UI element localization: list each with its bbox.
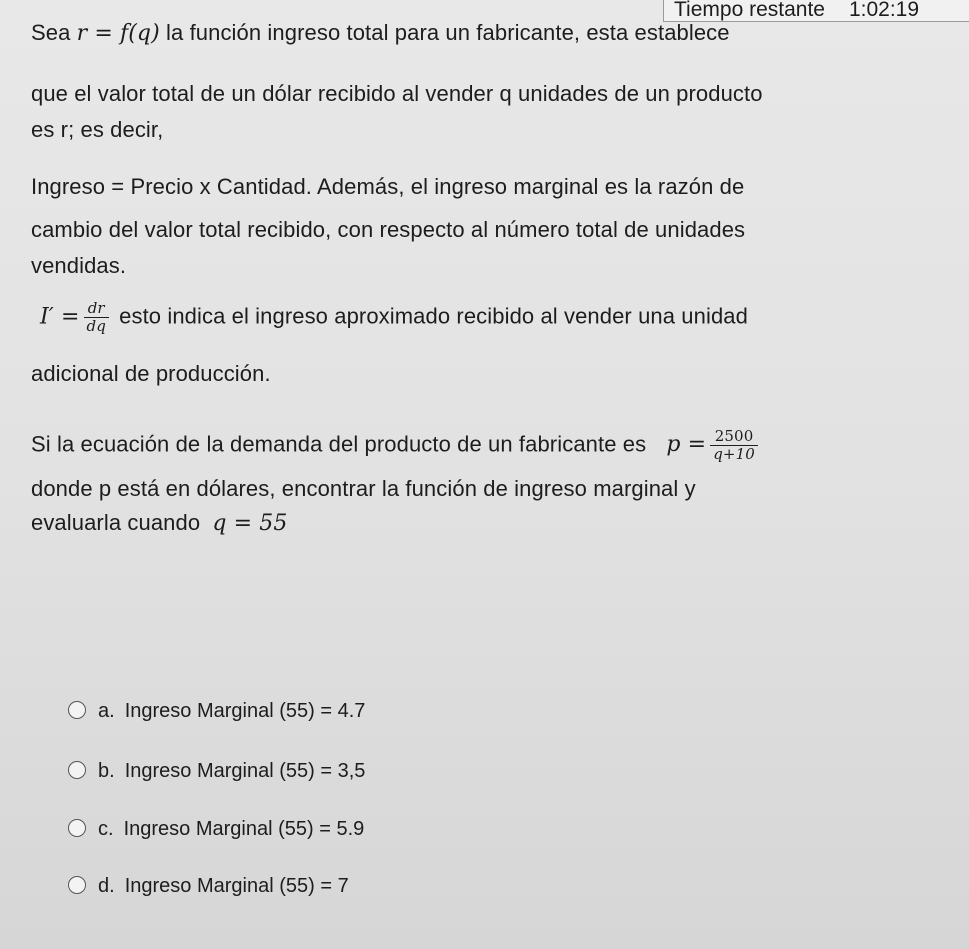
math-p-equals: p = (666, 432, 707, 458)
fraction-numerator: 2500 (710, 428, 758, 446)
question-line-5: cambio del valor total recibido, con respecto al número total de unidades (31, 217, 746, 242)
fraction-denominator: dq (86, 317, 106, 335)
time-remaining (663, 0, 969, 22)
option-a[interactable] (68, 700, 365, 723)
fraction-denominator: q+10 (713, 445, 755, 463)
time-remaining-label: Tiempo restante (674, 0, 825, 21)
fraction-numerator: dr (84, 300, 109, 318)
option-letter: c. (98, 818, 114, 840)
option-text: Ingreso Marginal (55) = 4.7 (124, 700, 366, 722)
radio-option-d[interactable] (68, 876, 86, 894)
radio-option-a[interactable] (68, 701, 86, 719)
option-text: Ingreso Marginal (55) = 3,5 (124, 760, 366, 782)
question-line-8: adicional de producción. (31, 361, 271, 386)
math-q-equals-55: q = 55 (212, 511, 288, 536)
question-line-6: vendidas. (31, 253, 127, 278)
time-remaining-value: 1:02:19 (848, 0, 920, 21)
option-d[interactable] (68, 875, 349, 898)
question-line-2: que el valor total de un dólar recibido al vender q unidades de un producto (31, 81, 763, 106)
math-i-prime: I′ = (40, 304, 80, 330)
question-line-10: donde p está en dólares, encontrar la función de ingreso marginal y (31, 476, 696, 501)
question-line-9 (31, 428, 762, 463)
text-demand-equation: Si la ecuación de la demanda del producto de un fabricante es (31, 431, 647, 457)
option-text: Ingreso Marginal (55) = 5.9 (123, 818, 365, 840)
text-sea: Sea (31, 20, 71, 45)
question-line-4: Ingreso = Precio x Cantidad. Además, el ingreso marginal es la razón de (31, 174, 745, 199)
question-line-11 (31, 510, 288, 536)
option-b[interactable] (68, 760, 365, 783)
option-c[interactable] (68, 818, 364, 841)
text-derivative-explanation: esto indica el ingreso aproximado recibido al vender una unidad (119, 303, 748, 329)
option-letter: b. (98, 760, 115, 782)
option-letter: a. (98, 700, 115, 722)
question-line-1 (31, 20, 730, 46)
math-r-equals-f-q: r = f(q) (76, 21, 160, 46)
fraction-dr-dq (84, 300, 109, 335)
radio-option-b[interactable] (68, 761, 86, 779)
text-ingreso-total: la función ingreso total para un fabricante, esta establece (166, 20, 730, 45)
option-letter: d. (98, 875, 115, 897)
text-evaluarla: evaluarla cuando (31, 510, 201, 535)
radio-option-c[interactable] (68, 819, 86, 837)
question-line-3: es r; es decir, (31, 117, 164, 142)
option-text: Ingreso Marginal (55) = 7 (124, 875, 349, 897)
derivative-formula (40, 300, 748, 335)
fraction-demand (710, 428, 758, 463)
